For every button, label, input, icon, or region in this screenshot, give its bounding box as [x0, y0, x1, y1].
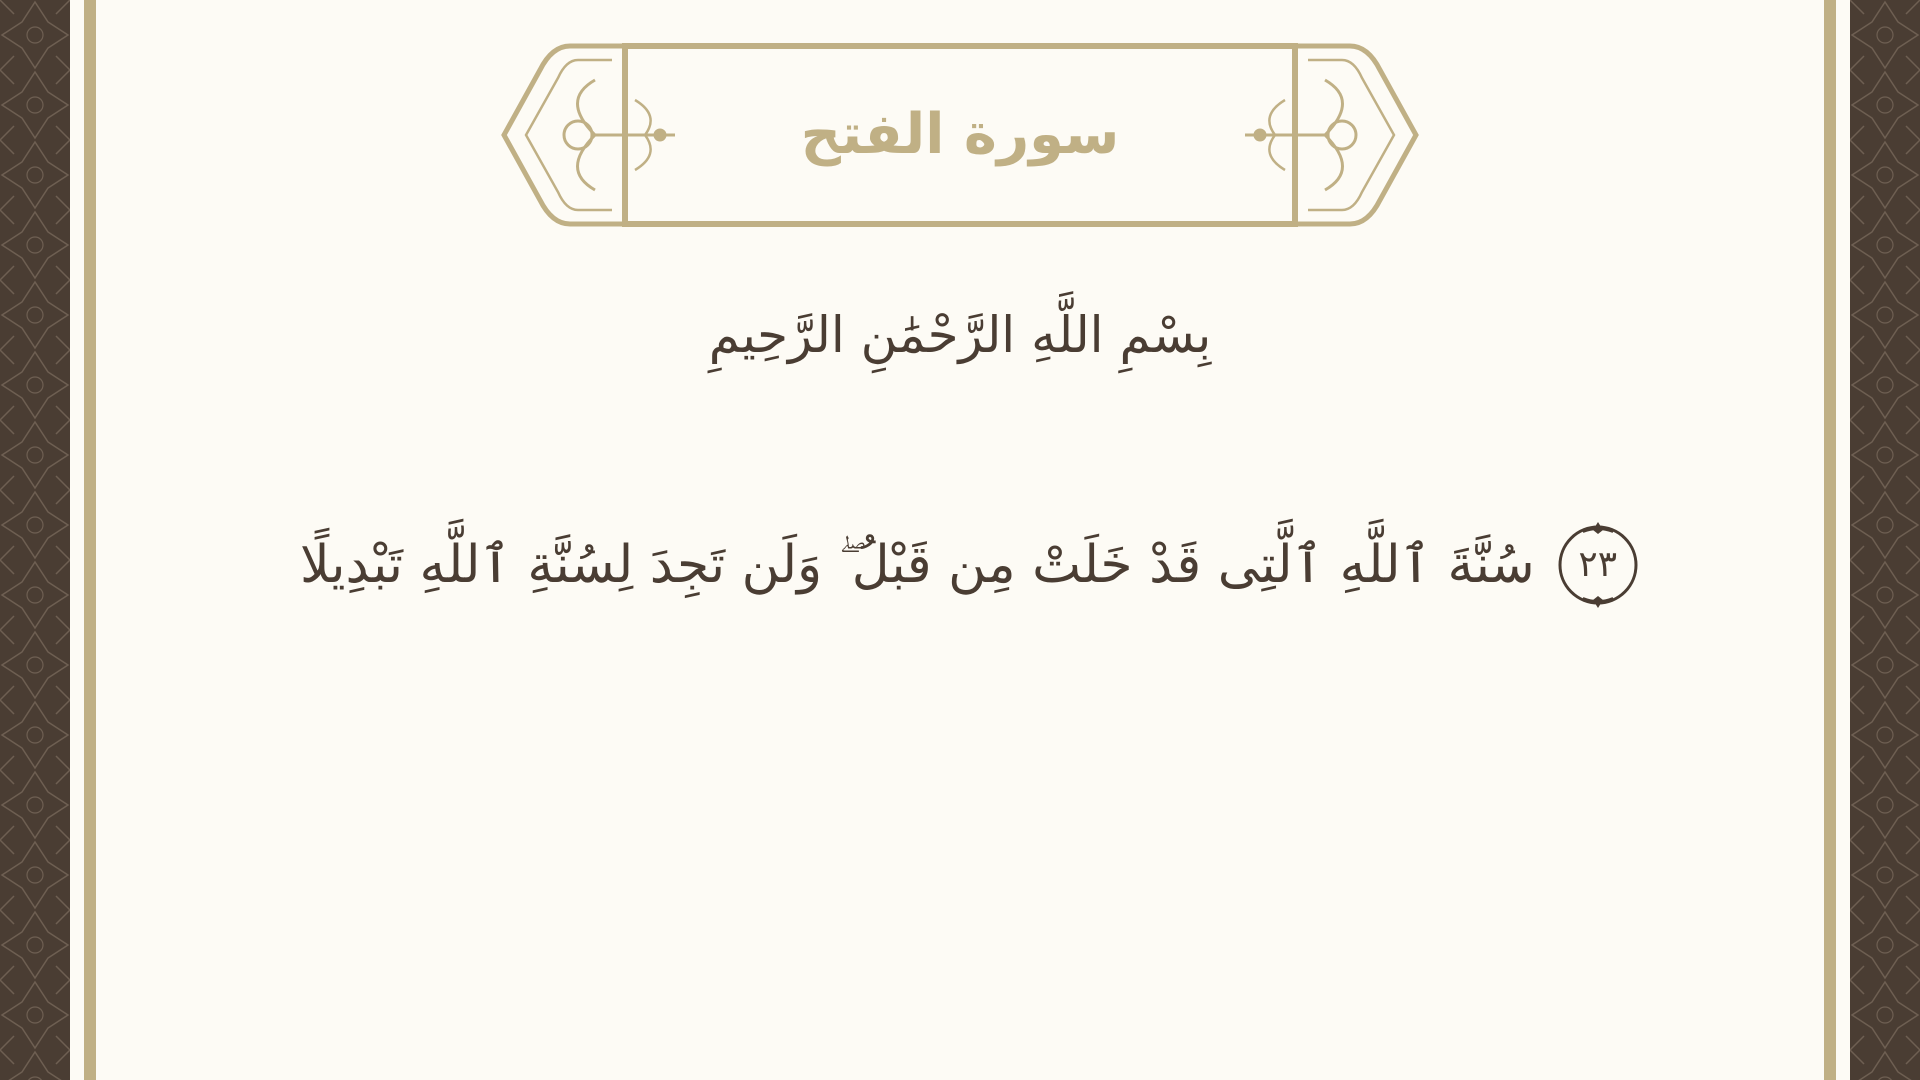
- surah-title: سورة الفتح: [800, 102, 1120, 167]
- ayah-number: ٢٣: [1578, 544, 1618, 585]
- ayah-line: [300, 510, 1820, 620]
- right-gold-rule: [1824, 0, 1836, 1080]
- ayah-end-marker-icon: [1553, 520, 1643, 610]
- geometric-pattern-icon: [1850, 0, 1920, 1080]
- ayah-text: سُنَّةَ ٱللَّهِ ٱلَّتِى قَدْ خَلَتْ مِن قَبْلُ ۖ وَلَن تَجِدَ لِسُنَّةِ ٱللَّهِ تَبْدِيلًا: [300, 534, 1535, 595]
- geometric-pattern-icon: [0, 0, 70, 1080]
- basmala: بِسْمِ اللَّهِ الرَّحْمَٰنِ الرَّحِيمِ: [708, 306, 1212, 364]
- surah-title-frame: [500, 40, 1420, 230]
- left-gold-rule: [84, 0, 96, 1080]
